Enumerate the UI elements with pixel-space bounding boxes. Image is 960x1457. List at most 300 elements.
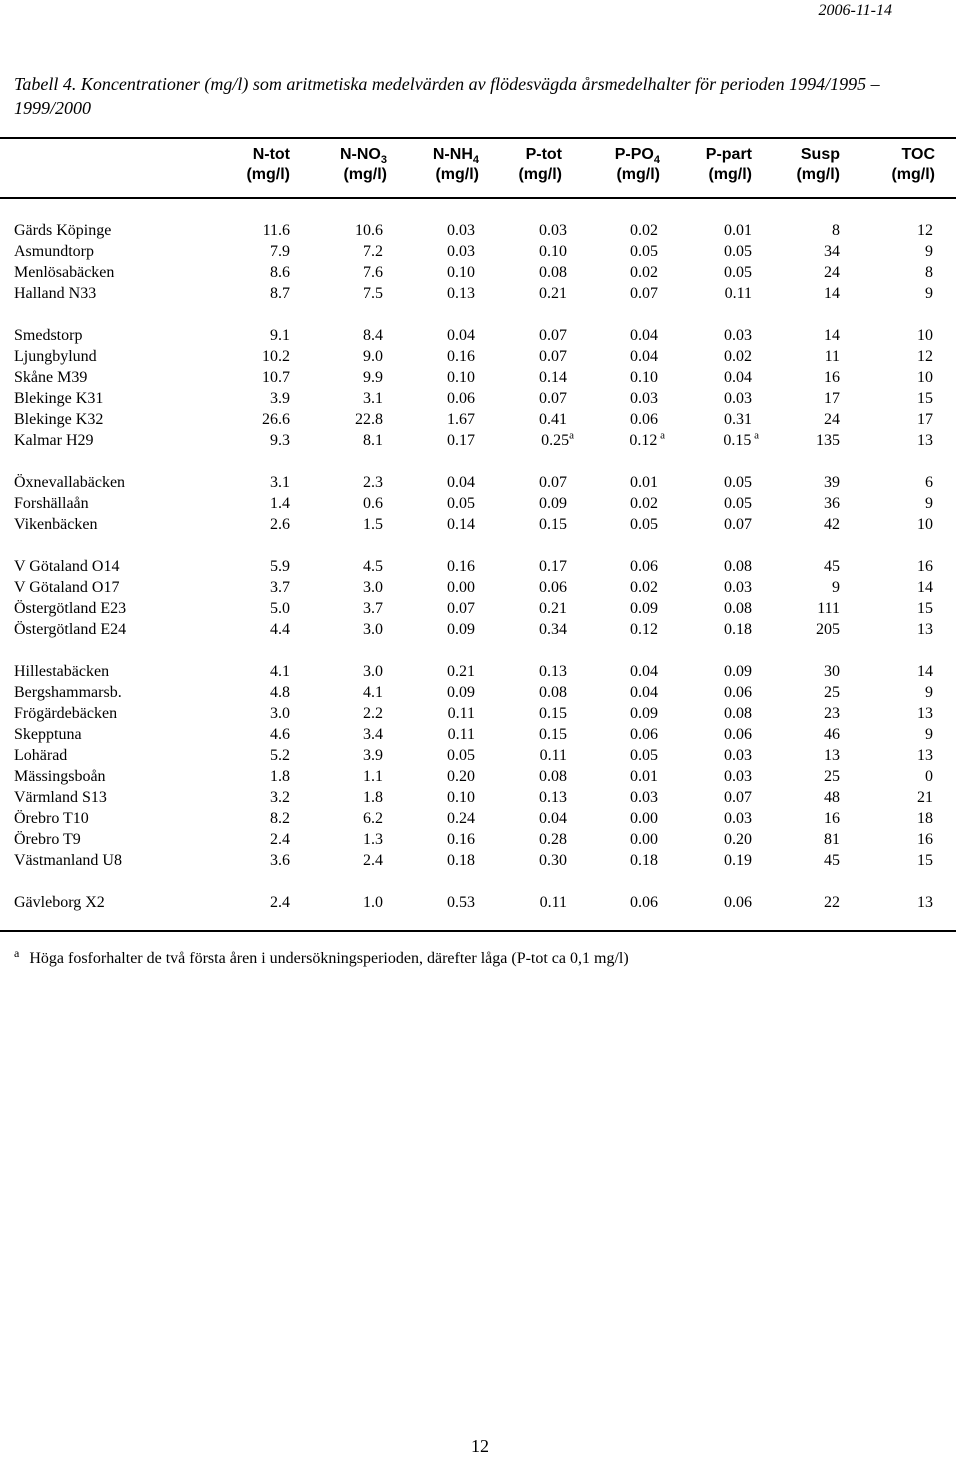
station-name: Ljungbylund [14,348,97,365]
table-cell: 13 [917,894,933,911]
table-cell: 0.06 [539,579,567,596]
table-cell: 3.1 [363,390,383,407]
table-cell: 15 [917,390,933,407]
table-cell: 0.12 [630,621,658,638]
table-cell: 13 [824,747,840,764]
table-cell: 3.9 [270,390,290,407]
column-name: P-part [705,146,752,163]
table-cell: 39 [824,474,840,491]
table-cell: 0.20 [447,768,475,785]
table-cell: 0.14 [539,369,567,386]
station-name: Lohärad [14,747,68,764]
table-cell: 0.05 [630,747,658,764]
table-cell: 7.9 [270,243,290,260]
table-cell: 9 [832,579,840,596]
station-name: Skepptuna [14,726,82,743]
table-cell: 0.00 [630,831,658,848]
table-cell: 12 [917,348,933,365]
column-header [706,145,752,185]
table-cell: 0.24 [447,810,475,827]
station-name: Östergötland E23 [14,600,127,617]
table-cell: 3.0 [363,663,383,680]
table-top-rule [0,137,956,139]
table-row [0,493,956,514]
table-cell: 22 [824,894,840,911]
table-cell: 7.2 [363,243,383,260]
table-bottom-rule [0,930,956,932]
table-cell: 14 [824,327,840,344]
table-cell: 0.06 [630,411,658,428]
table-cell: 0.08 [724,558,752,575]
table-cell: 205 [816,621,840,638]
table-cell: 0.04 [447,327,475,344]
table-cell: 0.21 [539,600,567,617]
table-cell: 25 [824,684,840,701]
station-name: Forshällaån [14,495,89,512]
table-cell: 0.25$^a$ [541,429,574,449]
table-cell: 0.41 [539,411,567,428]
table-row [0,808,956,829]
table-cell: 14 [917,579,933,596]
table-cell: 24 [824,411,840,428]
table-cell: 0.02 [630,579,658,596]
table-cell: 17 [917,411,933,428]
table-cell: 1.8 [270,768,290,785]
footnote-ref: a [569,429,574,442]
table-cell: 13 [917,432,933,449]
footnote-text: Höga fosforhalter de två första åren i undersökningsperioden, därefter låga (P-tot ca 0,1 mg/l) [29,950,629,967]
table-cell: 0.03 [447,222,475,239]
column-unit: (mg/l) [518,166,562,183]
table-cell: 0.09 [447,684,475,701]
table-cell: 0.08 [539,768,567,785]
column-unit: (mg/l) [708,166,752,183]
footnote-ref: a [657,429,665,442]
station-name: Vikenbäcken [14,516,98,533]
table-cell: 0.04 [630,327,658,344]
station-name: Blekinge K31 [14,390,104,407]
station-name: Menlösabäcken [14,264,115,281]
table-cell: 3.7 [363,600,383,617]
table-cell: 0.03 [724,810,752,827]
table-cell: 21 [917,789,933,806]
table-cell: 16 [824,810,840,827]
table-cell: 10 [917,327,933,344]
station-name: Örebro T10 [14,810,89,827]
station-name: V Götaland O14 [14,558,120,575]
table-cell: 0.14 [447,516,475,533]
table-cell: 17 [824,390,840,407]
footnote-mark: a [14,946,20,960]
table-cell: 0.13 [539,789,567,806]
table-cell: 0.18 [724,621,752,638]
column-unit: (mg/l) [616,166,660,183]
column-header [433,145,479,185]
table-cell: 25 [824,768,840,785]
table-cell: 30 [824,663,840,680]
table-cell: 0.11 [539,747,567,764]
table-cell: 10.6 [355,222,383,239]
table-cell: 0.06 [630,726,658,743]
table-cell: 0.05 [724,243,752,260]
column-unit: (mg/l) [435,166,479,183]
table-row [0,241,956,262]
table-cell: 8 [925,264,933,281]
table-cell: 3.0 [363,579,383,596]
table-header [0,145,956,189]
table-cell: 10 [917,369,933,386]
table-cell: 2.3 [363,474,383,491]
table-cell: 0.05 [630,243,658,260]
table-cell: 0.08 [724,705,752,722]
table-cell: 0.05 [724,495,752,512]
table-cell: 0.06 [724,894,752,911]
table-cell: 0.03 [630,789,658,806]
table-cell: 0.19 [724,852,752,869]
table-cell: 9 [925,726,933,743]
table-cell: 5.9 [270,558,290,575]
table-cell: 4.4 [270,621,290,638]
column-name: Susp [800,146,840,163]
column-header [340,145,387,185]
table-cell: 16 [824,369,840,386]
station-name: Gävleborg X2 [14,894,105,911]
table-cell: 0.07 [539,390,567,407]
column-unit: (mg/l) [891,166,935,183]
column-name: N-tot [252,146,290,163]
table-cell: 0.15 [539,705,567,722]
table-cell: 9 [925,285,933,302]
table-cell: 0.05 [447,495,475,512]
table-cell: 45 [824,558,840,575]
table-cell: 0.12 $^a$ [629,429,665,449]
table-cell: 4.6 [270,726,290,743]
table-cell: 1.4 [270,495,290,512]
table-cell: 15 [917,600,933,617]
table-cell: 0 [925,768,933,785]
table-row [0,745,956,766]
station-name: Bergshammarsb. [14,684,122,701]
table-cell: 4.5 [363,558,383,575]
table-cell: 13 [917,621,933,638]
table-cell: 4.1 [270,663,290,680]
table-cell: 0.04 [447,474,475,491]
column-header [246,145,290,185]
table-cell: 46 [824,726,840,743]
table-row [0,472,956,493]
table-row [0,724,956,745]
table-cell: 0.02 [630,495,658,512]
table-cell: 0.16 [447,558,475,575]
table-cell: 4.1 [363,684,383,701]
table-cell: 0.20 [724,831,752,848]
table-cell: 0.01 [630,474,658,491]
table-row [0,682,956,703]
table-cell: 0.53 [447,894,475,911]
table-cell: 2.2 [363,705,383,722]
table-cell: 14 [824,285,840,302]
table-cell: 16 [917,831,933,848]
table-cell: 9 [925,495,933,512]
table-row [0,409,956,430]
table-cell: 0.05 [447,747,475,764]
table-cell: 9.1 [270,327,290,344]
table-cell: 0.21 [539,285,567,302]
station-name: Kalmar H29 [14,432,94,449]
table-cell: 13 [917,705,933,722]
table-row [0,430,956,451]
station-name: Frögärdebäcken [14,705,118,722]
table-cell: 36 [824,495,840,512]
table-cell: 0.06 [724,726,752,743]
table-row [0,619,956,640]
table-cell: 11.6 [262,222,290,239]
table-cell: 24 [824,264,840,281]
table-cell: 34 [824,243,840,260]
column-name: $P-PO_4$ [614,146,660,167]
table-cell: 10.2 [262,348,290,365]
table-row [0,598,956,619]
table-cell: 23 [824,705,840,722]
table-cell: 8.1 [363,432,383,449]
footnote [14,948,629,970]
table-cell: 135 [816,432,840,449]
table-cell: 1.1 [363,768,383,785]
table-cell: 10 [917,516,933,533]
station-name: V Götaland O17 [14,579,120,596]
table-cell: 0.00 [630,810,658,827]
table-cell: 7.6 [363,264,383,281]
station-name: Värmland S13 [14,789,107,806]
table-cell: 2.6 [270,516,290,533]
table-cell: 0.04 [630,663,658,680]
table-cell: 0.34 [539,621,567,638]
table-cell: 0.07 [539,327,567,344]
table-cell: 8 [832,222,840,239]
column-subscript: 4 [472,154,479,167]
table-cell: 1.3 [363,831,383,848]
table-cell: 8.6 [270,264,290,281]
station-name: Blekinge K32 [14,411,104,428]
table-cell: 6 [925,474,933,491]
table-cell: 2.4 [270,831,290,848]
table-cell: 7.5 [363,285,383,302]
table-cell: 0.10 [447,369,475,386]
table-cell: 0.05 [724,474,752,491]
table-cell: 0.18 [447,852,475,869]
table-cell: 0.01 [724,222,752,239]
table-cell: 0.16 [447,831,475,848]
table-cell: 6.2 [363,810,383,827]
table-cell: 0.06 [630,894,658,911]
table-cell: 1.67 [447,411,475,428]
table-cell: 0.17 [447,432,475,449]
column-subscript: 3 [380,154,387,167]
table-cell: 9.9 [363,369,383,386]
table-cell: 10.7 [262,369,290,386]
table-cell: 0.11 [724,285,752,302]
table-cell: 0.09 [630,600,658,617]
table-header-rule [0,197,956,199]
table-cell: 3.2 [270,789,290,806]
table-cell: 2.4 [363,852,383,869]
table-cell: 0.11 [447,705,475,722]
table-cell: 0.09 [539,495,567,512]
table-cell: 3.7 [270,579,290,596]
table-cell: 0.10 [447,264,475,281]
table-cell: 22.8 [355,411,383,428]
column-header [891,145,935,185]
table-row [0,787,956,808]
table-row [0,220,956,241]
table-cell: 0.03 [724,579,752,596]
column-name: P-tot [525,146,562,163]
station-name: Örebro T9 [14,831,81,848]
table-cell: 0.01 [630,768,658,785]
table-cell: 0.04 [724,369,752,386]
table-cell: 0.13 [447,285,475,302]
table-cell: 5.0 [270,600,290,617]
table-row [0,892,956,913]
table-row [0,766,956,787]
table-cell: 0.07 [724,789,752,806]
table-cell: 0.15 [539,516,567,533]
table-cell: 3.0 [363,621,383,638]
column-unit: (mg/l) [343,166,387,183]
table-cell: 0.15 [539,726,567,743]
table-cell: 0.13 [539,663,567,680]
table-cell: 0.07 [447,600,475,617]
table-cell: 0.03 [724,768,752,785]
table-row [0,556,956,577]
table-cell: 3.0 [270,705,290,722]
table-cell: 8.4 [363,327,383,344]
table-cell: 0.02 [630,222,658,239]
table-cell: 0.04 [630,684,658,701]
station-name: Östergötland E24 [14,621,127,638]
table-cell: 0.07 [539,348,567,365]
table-cell: 0.28 [539,831,567,848]
table-cell: 48 [824,789,840,806]
column-subscript: 4 [653,154,660,167]
table-cell: 14 [917,663,933,680]
table-cell: 0.03 [724,747,752,764]
table-cell: 0.02 [630,264,658,281]
table-row [0,514,956,535]
table-cell: 0.09 [447,621,475,638]
column-header [615,145,660,185]
table-cell: 18 [917,810,933,827]
table-cell: 9.3 [270,432,290,449]
table-row [0,367,956,388]
station-name: Smedstorp [14,327,83,344]
footnote-ref: a [751,429,759,442]
table-row [0,703,956,724]
page-number: 12 [471,1436,489,1456]
station-name: Halland N33 [14,285,97,302]
column-header [796,145,840,185]
table-cell: 5.2 [270,747,290,764]
table-cell: 0.00 [447,579,475,596]
table-cell: 0.02 [724,348,752,365]
table-cell: 0.07 [724,516,752,533]
table-cell: 9 [925,684,933,701]
table-cell: 0.08 [539,264,567,281]
table-cell: 13 [917,747,933,764]
table-cell: 0.05 [630,516,658,533]
table-cell: 15 [917,852,933,869]
column-header [518,145,562,185]
table-cell: 0.03 [539,222,567,239]
table-cell: 0.06 [724,684,752,701]
station-name: Öxnevallabäcken [14,474,126,491]
table-cell: 0.03 [447,243,475,260]
table-cell: 0.10 [539,243,567,260]
table-row [0,262,956,283]
table-cell: 0.17 [539,558,567,575]
table-cell: 0.04 [539,810,567,827]
column-name: $N-NH_4$ [432,146,479,167]
table-cell: 3.9 [363,747,383,764]
table-cell: 111 [817,600,840,617]
column-unit: (mg/l) [796,166,840,183]
station-name: Västmanland U8 [14,852,122,869]
table-cell: 0.18 [630,852,658,869]
table-cell: 42 [824,516,840,533]
table-cell: 0.04 [630,348,658,365]
table-cell: 0.21 [447,663,475,680]
table-cell: 4.8 [270,684,290,701]
table-row [0,850,956,871]
table-cell: 3.1 [270,474,290,491]
table-cell: 1.5 [363,516,383,533]
table-row [0,388,956,409]
table-cell: 26.6 [262,411,290,428]
table-cell: 3.6 [270,852,290,869]
table-row [0,829,956,850]
table-cell: 0.10 [447,789,475,806]
table-cell: 9.0 [363,348,383,365]
column-name: TOC [901,146,935,163]
table-cell: 0.07 [539,474,567,491]
column-unit: (mg/l) [246,166,290,183]
table-cell: 0.05 [724,264,752,281]
table-cell: 0.10 [630,369,658,386]
table-cell: 16 [917,558,933,575]
table-cell: 8.7 [270,285,290,302]
table-cell: 2.4 [270,894,290,911]
column-name: $N-NO_3$ [339,146,387,167]
table-cell: 0.07 [630,285,658,302]
table-cell: 11 [824,348,840,365]
station-name: Asmundtorp [14,243,94,260]
table-cell: 0.08 [724,600,752,617]
table-row [0,283,956,304]
table-cell: 0.15 $^a$ [723,429,759,449]
header-date: 2006-11-14 [818,2,892,19]
table-cell: 45 [824,852,840,869]
table-cell: 0.6 [363,495,383,512]
station-name: Skåne M39 [14,369,88,386]
table-cell: 3.4 [363,726,383,743]
table-cell: 1.8 [363,789,383,806]
table-cell: 0.08 [539,684,567,701]
table-cell: 0.30 [539,852,567,869]
table-cell: 0.11 [539,894,567,911]
table-cell: 81 [824,831,840,848]
station-name: Mässingsboån [14,768,106,785]
station-name: Hillestabäcken [14,663,110,680]
